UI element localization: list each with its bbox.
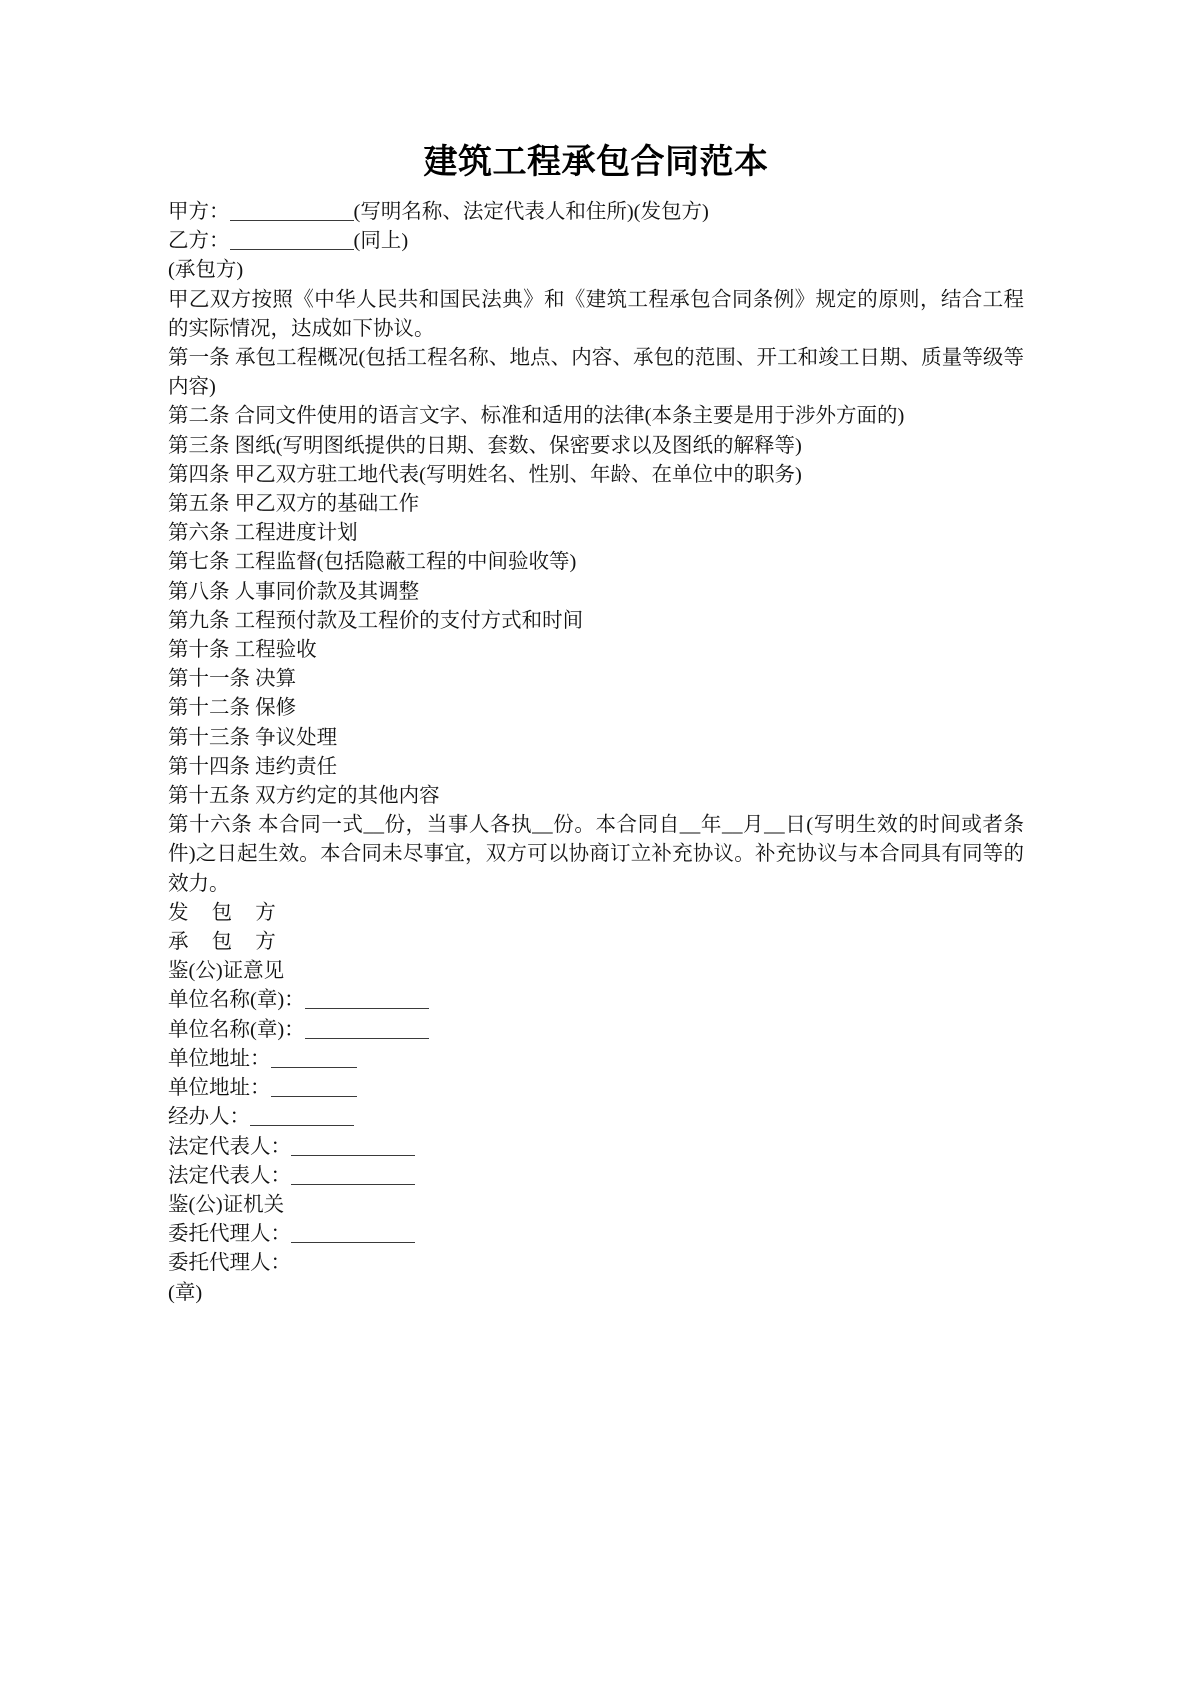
document-body [168,140,1024,1308]
party-b-note: (同上) [353,230,409,253]
notary-authority-label: 鉴(公)证机关 [168,1193,285,1216]
legal-rep-blank-2[interactable] [291,1169,415,1185]
agent-blank-1[interactable] [291,1227,415,1243]
unit-address-blank-2[interactable] [271,1081,357,1097]
handler-blank[interactable] [250,1110,354,1126]
article-9: 第九条 工程预付款及工程价的支付方式和时间 [168,609,584,632]
unit-address-blank-1[interactable] [271,1052,357,1068]
notarization-opinion-label: 鉴(公)证意见 [168,960,285,983]
handler-label: 经办人： [168,1106,250,1129]
seal-label: (章) [168,1281,203,1304]
unit-name-blank-2[interactable] [305,1023,429,1039]
unit-address-field-1 [168,1045,1024,1074]
article-7: 第七条 工程监督(包括隐蔽工程的中间验收等) [168,551,577,574]
unit-address-label-2: 单位地址： [168,1077,271,1100]
party-b-role: (承包方) [168,259,244,282]
article-3: 第三条 图纸(写明图纸提供的日期、套数、保密要求以及图纸的解释等) [168,434,802,457]
party-b-blank[interactable] [230,234,354,250]
unit-address-field-2 [168,1074,1024,1103]
contractor-label: 承 包 方 [168,931,285,954]
article-14: 第十四条 违约责任 [168,755,338,778]
handler-field [168,1103,1024,1132]
article-1: 第一条 承包工程概况(包括工程名称、地点、内容、承包的范围、开工和竣工日期、质量等级等内容) [168,347,1024,399]
article-13: 第十三条 争议处理 [168,726,338,749]
party-a-blank[interactable] [230,205,354,221]
page-title: 建筑工程承包合同范本 [423,143,769,181]
article-11: 第十一条 决算 [168,668,297,691]
article-16: 第十六条 本合同一式__份，当事人各执__份。本合同自__年__月__日(写明生效的时间或者条件)之日起生效。本合同未尽事宜，双方可以协商订立补充协议。补充协议与本合同具有同等的效力。 [168,814,1024,895]
article-10: 第十条 工程验收 [168,639,317,662]
unit-name-field-2 [168,1016,1024,1045]
unit-name-label-2: 单位名称(章)： [168,1018,305,1041]
unit-name-blank-1[interactable] [305,993,429,1009]
legal-rep-blank-1[interactable] [291,1140,415,1156]
article-8: 第八条 人事同价款及其调整 [168,580,420,603]
preamble-paragraph: 甲乙双方按照《中华人民共和国民法典》和《建筑工程承包合同条例》规定的原则，结合工程的实际情况，达成如下协议。 [168,288,1024,340]
unit-name-field-1 [168,986,1024,1015]
unit-name-label-1: 单位名称(章)： [168,989,305,1012]
unit-address-label-1: 单位地址： [168,1047,271,1070]
party-a-note: (写明名称、法定代表人和住所)(发包方) [353,201,709,223]
article-15: 第十五条 双方约定的其他内容 [168,785,440,808]
party-a-line [168,198,1024,227]
legal-rep-label-1: 法定代表人： [168,1135,291,1158]
article-2: 第二条 合同文件使用的语言文字、标准和适用的法律(本条主要是用于涉外方面的) [168,405,905,428]
agent-label-1: 委托代理人： [168,1223,291,1246]
issuer-label: 发 包 方 [168,901,285,924]
article-12: 第十二条 保修 [168,697,297,720]
agent-field-1 [168,1220,1024,1249]
agent-field-2 [168,1249,1024,1278]
legal-rep-label-2: 法定代表人： [168,1164,291,1187]
party-b-label: 乙方： [168,230,230,253]
party-a-label: 甲方： [168,201,230,223]
legal-rep-field-1 [168,1133,1024,1162]
article-4: 第四条 甲乙双方驻工地代表(写明姓名、性别、年龄、在单位中的职务) [168,463,802,486]
party-b-line [168,227,1024,256]
agent-label-2: 委托代理人： [168,1252,291,1275]
legal-rep-field-2 [168,1162,1024,1191]
article-5: 第五条 甲乙双方的基础工作 [168,493,420,516]
article-6: 第六条 工程进度计划 [168,522,358,545]
